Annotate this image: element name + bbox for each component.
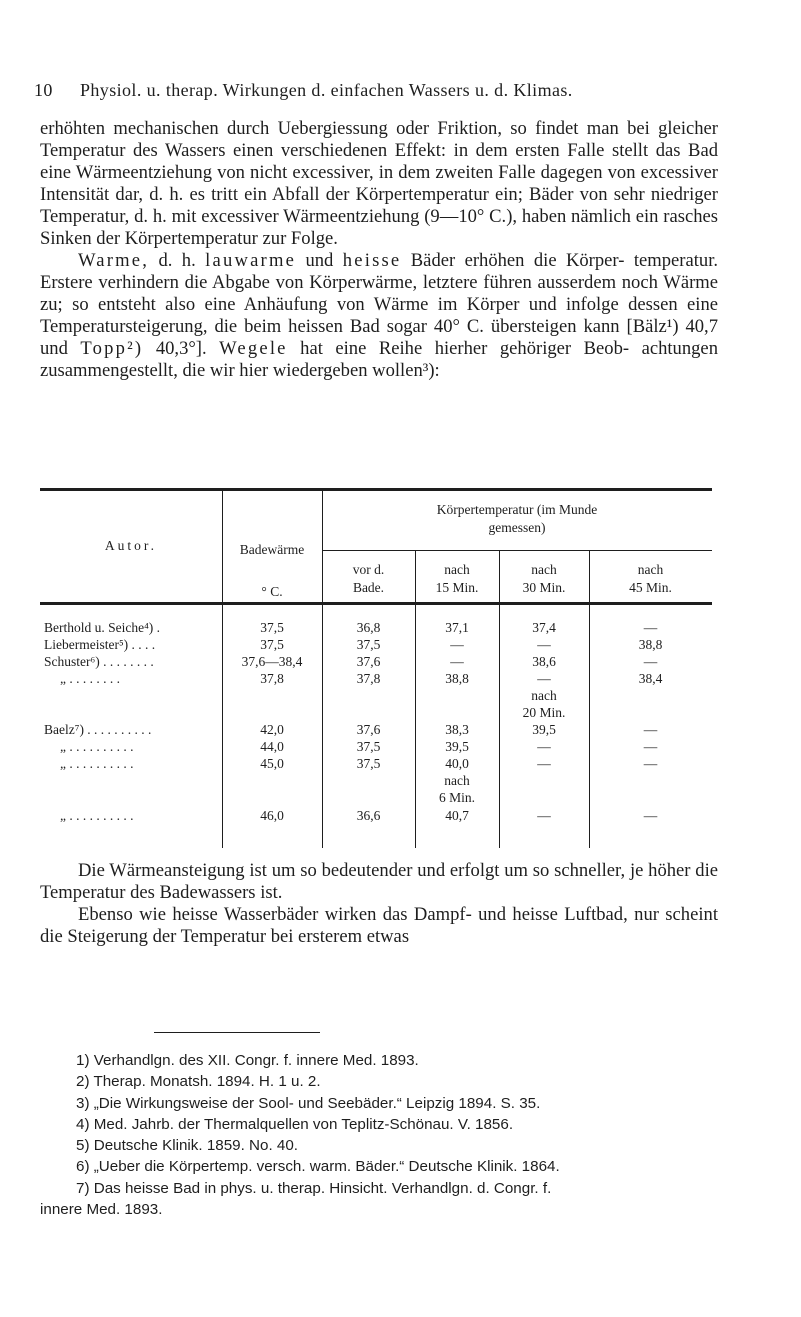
cell-15min: 39,5	[445, 739, 469, 754]
cell-author: „ . . . . . . . . . .	[60, 739, 134, 754]
footnote-4: 4) Med. Jahrb. der Thermalquellen von Teplitz-Schönau. V. 1856.	[76, 1115, 514, 1133]
text-line: Ebenso wie heisse Wasserbäder wirken das Dampf- und heisse	[78, 904, 558, 925]
header-30min-line2: 30 Min.	[522, 580, 566, 595]
cell-author: „ . . . . . . . . . .	[60, 756, 134, 771]
footnote-divider	[154, 1032, 320, 1033]
emphasis-heisse: heisse	[342, 250, 402, 271]
cell-45min: —	[643, 620, 658, 635]
header-15min-line2: 15 Min.	[435, 580, 479, 595]
running-title: Physiol. u. therap. Wirkungen d. einfachen Wassers u. d. Klimas.	[80, 80, 573, 100]
cell-badewaerme: 37,8	[260, 671, 284, 686]
text-run: und	[40, 338, 81, 359]
cell-note: nach	[531, 688, 557, 703]
footnote-1: 1) Verhandlgn. des XII. Congr. f. innere Med. 1893.	[76, 1052, 419, 1069]
header-group-line2: gemessen)	[488, 520, 546, 535]
text-line: in dem ersten Falle stellt das Bad eine Wärmeentziehung von nicht	[40, 140, 718, 183]
footnote-3: 3) „Die Wirkungsweise der Sool- und Seebäder.“ Leipzig 1894. S. 35.	[76, 1094, 541, 1112]
cell-30min: 39,5	[532, 722, 556, 737]
cell-badewaerme: 37,5	[260, 637, 284, 652]
header-15min-line1: nach	[444, 562, 470, 577]
cell-vor: 37,6	[356, 722, 381, 737]
text-line: temperatur. Erstere verhindern die Abgabe von Körperwärme, letztere	[40, 250, 719, 293]
cell-author: Baelz⁷) . . . . . . . . . .	[44, 722, 152, 737]
text-line: erhöhten mechanischen durch Uebergiessung oder Friktion, so findet	[40, 118, 579, 139]
cell-badewaerme: 37,6—38,4	[241, 654, 303, 669]
cell-badewaerme: 37,5	[260, 620, 284, 635]
text-run: 40,3°].	[143, 338, 220, 359]
emphasis-topp: Topp²)	[80, 338, 144, 359]
cell-author: „ . . . . . . . . . .	[60, 808, 134, 823]
cell-45min: 38,8	[638, 637, 663, 652]
cell-15min: —	[450, 654, 464, 669]
cell-note: 6 Min.	[438, 790, 475, 805]
paragraph-4	[40, 904, 718, 948]
emphasis-warme: Warme,	[78, 250, 150, 271]
header-autor: Autor.	[104, 538, 158, 553]
cell-badewaerme: 44,0	[260, 739, 284, 754]
cell-15min: 38,8	[445, 671, 469, 686]
text-run: und	[296, 250, 343, 271]
cell-45min: —	[643, 756, 658, 771]
cell-author: Liebermeister⁵) . . . .	[44, 637, 156, 652]
emphasis-wegele: Wegele	[219, 338, 288, 359]
cell-30min: —	[537, 671, 551, 686]
cell-15min: 40,0	[445, 756, 469, 771]
text-line: von Wärme im Körper und infolge dessen eine Temperatursteigerung,	[40, 294, 718, 337]
cell-vor: 36,8	[356, 620, 381, 635]
footnotes	[40, 1050, 720, 1220]
header-vor-line2: Bade.	[352, 580, 385, 595]
text-line: Die Wärmeansteigung ist um so bedeutender und erfolgt um so	[78, 860, 550, 881]
text-run: d. h.	[149, 250, 206, 271]
cell-30min: —	[537, 637, 551, 652]
paragraph-1	[40, 118, 718, 250]
paragraph-2	[40, 250, 718, 382]
header-group-line1: Körpertemperatur (im Munde	[436, 502, 598, 517]
text-after-table	[40, 860, 718, 948]
cell-note: 20 Min.	[522, 705, 566, 720]
text-line: dar, d. h. es tritt ein Abfall der Körpertemperatur ein; Bäder von	[115, 184, 608, 205]
temperature-table	[40, 488, 712, 848]
footnote-7-continued: innere Med. 1893.	[40, 1201, 163, 1219]
group-divider-rule	[322, 550, 712, 551]
table-top-rule	[40, 488, 712, 491]
text-line: zur Folge.	[262, 228, 338, 249]
cell-author: Berthold u. Seiche⁴) .	[44, 620, 161, 635]
page-header	[34, 80, 774, 101]
emphasis-lauwarme: lauwarme	[205, 250, 297, 271]
cell-45min: —	[643, 654, 658, 669]
text-line: sehr niedriger Temperatur, d. h. mit excessiver Wärmeentziehung	[40, 184, 718, 227]
cell-15min: 38,3	[445, 722, 469, 737]
header-30min-line1: nach	[531, 562, 557, 577]
cell-note: nach	[444, 773, 470, 788]
footnote-2: 2) Therap. Monatsh. 1894. H. 1 u. 2.	[76, 1073, 321, 1091]
cell-30min: 38,6	[532, 654, 556, 669]
cell-vor: 37,5	[356, 739, 381, 754]
cell-30min: —	[537, 739, 551, 754]
cell-45min: —	[643, 722, 658, 737]
cell-15min: 37,1	[445, 620, 469, 635]
cell-badewaerme: 42,0	[260, 722, 284, 737]
cell-45min: —	[643, 808, 658, 823]
text-line: führen ausserdem noch Wärme zu; so entsteht also eine Anhäufung	[40, 272, 718, 315]
cell-badewaerme: 45,0	[260, 756, 284, 771]
cell-30min: —	[537, 756, 551, 771]
text-line: die beim heissen Bad sogar 40° C. übersteigen kann [Bälz¹) 40,7	[214, 316, 718, 337]
header-vor-line1: vor d.	[352, 562, 385, 577]
text-line: schneller, je höher die Temperatur des Badewassers ist.	[40, 860, 718, 903]
page-number: 10	[34, 80, 53, 100]
paragraph-3	[40, 860, 718, 904]
cell-15min: —	[450, 637, 464, 652]
cell-vor: 37,8	[356, 671, 381, 686]
header-45min-line1: nach	[637, 562, 664, 577]
cell-30min: 37,4	[532, 620, 556, 635]
cell-badewaerme: 46,0	[260, 808, 284, 823]
cell-author: „ . . . . . . . .	[60, 671, 120, 686]
text-line: achtungen zusammengestellt, die wir hier wiedergeben wollen³):	[40, 338, 718, 381]
table-header-rule	[40, 602, 712, 605]
header-unit: ° C.	[261, 584, 283, 599]
header-badewaerme: Badewärme	[239, 542, 305, 557]
text-line: excessiver, in dem zweiten Falle dagegen von excessiver Intensität	[40, 162, 719, 205]
text-line: Luftbad, nur scheint die Steigerung der Temperatur bei ersterem etwas	[40, 904, 718, 947]
footnote-6: 6) „Ueber die Körpertemp. versch. warm. Bäder.“ Deutsche Klinik. 1864.	[76, 1158, 560, 1176]
main-text	[40, 118, 718, 382]
cell-15min: 40,7	[445, 808, 469, 823]
cell-vor: 37,6	[356, 654, 381, 669]
cell-30min: —	[537, 808, 551, 823]
cell-45min: 38,4	[638, 671, 663, 686]
footnote-5: 5) Deutsche Klinik. 1859. No. 40.	[76, 1137, 299, 1155]
header-45min-line2: 45 Min.	[629, 580, 672, 595]
footnote-7: 7) Das heisse Bad in phys. u. therap. Hinsicht. Verhandlgn. d. Congr. f.	[76, 1179, 552, 1197]
cell-author: Schuster⁶) . . . . . . . .	[44, 654, 154, 669]
text-run: Bäder erhöhen die Körper-	[401, 250, 625, 271]
cell-vor: 36,6	[356, 808, 381, 823]
text-run: hat eine Reihe hierher gehöriger Beob-	[287, 338, 630, 359]
cell-vor: 37,5	[356, 756, 381, 771]
text-line: man bei gleicher Temperatur des Wassers einen verschiedenen Effekt:	[40, 118, 719, 161]
cell-45min: —	[643, 739, 658, 754]
cell-vor: 37,5	[356, 637, 381, 652]
text-line: (9—10° C.), haben nämlich ein rasches Sinken der Körpertemperatur	[40, 206, 718, 249]
